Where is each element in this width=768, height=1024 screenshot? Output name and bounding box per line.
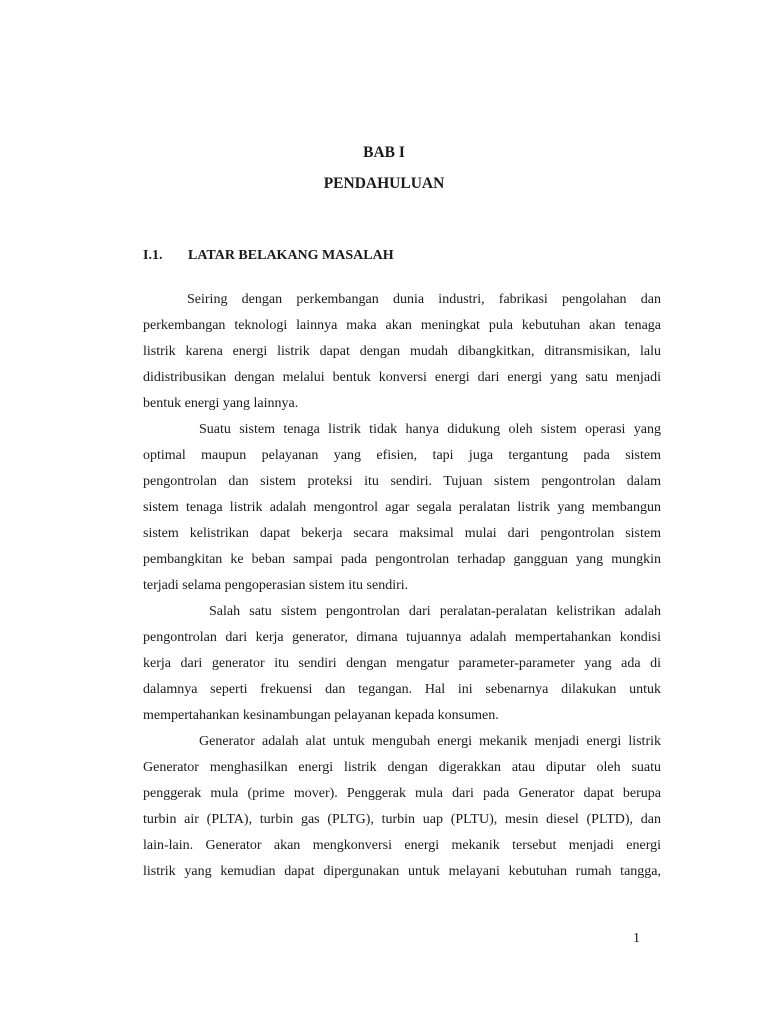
chapter-number: BAB I [363,144,405,161]
paragraph-line: sistem kelistrikan dapat bekerja secara maksimal mulai dari pengontrolan sistem [143,526,661,541]
section-heading [143,248,394,264]
paragraph-line: Seiring dengan perkembangan dunia industri, fabrikasi pengolahan dan [187,292,661,307]
paragraph-line: terjadi selama pengoperasian sistem itu sendiri. [143,578,409,593]
paragraph-line: pengontrolan dari kerja generator, dimana tujuannya adalah mempertahankan kondisi [143,630,661,645]
section-title: LATAR BELAKANG MASALAH [188,248,394,263]
paragraph-line: Suatu sistem tenaga listrik tidak hanya didukung oleh sistem operasi yang [199,422,661,437]
paragraph-line: sistem tenaga listrik adalah mengontrol agar segala peralatan listrik yang membangun [143,500,661,515]
paragraph-line: Generator menghasilkan energi listrik dengan digerakkan atau diputar oleh suatu [143,760,661,775]
paragraph-line: turbin air (PLTA), turbin gas (PLTG), turbin uap (PLTU), mesin diesel (PLTD), dan [143,812,661,827]
paragraph-line: listrik karena energi listrik dapat dengan mudah dibangkitkan, ditransmisikan, lalu [143,344,661,359]
paragraph-line: kerja dari generator itu sendiri dengan mengatur parameter-parameter yang ada di [143,656,661,671]
paragraph-line: Generator adalah alat untuk mengubah energi mekanik menjadi energi listrik [199,734,661,749]
paragraph-line: bentuk energi yang lainnya. [143,396,299,411]
paragraph-line: pengontrolan dan sistem proteksi itu sendiri. Tujuan sistem pengontrolan dalam [143,474,661,489]
paragraph-line: listrik yang kemudian dapat dipergunakan untuk melayani kebutuhan rumah tangga, [143,864,661,879]
paragraph-line: didistribusikan dengan melalui bentuk konversi energi dari energi yang satu menjadi [143,370,661,385]
paragraph-line: perkembangan teknologi lainnya maka akan meningkat pula kebutuhan akan tenaga [143,318,661,333]
chapter-title: PENDAHULUAN [323,175,445,192]
paragraph-line: mempertahankan kesinambungan pelayanan kepada konsumen. [143,708,499,723]
section-number: I.1. [143,248,163,263]
paragraph-line: Salah satu sistem pengontrolan dari peralatan-peralatan kelistrikan adalah [209,604,661,619]
paragraph-line: pembangkitan ke beban sampai pada pengontrolan terhadap gangguan yang mungkin [143,552,661,567]
paragraph-line: lain-lain. Generator akan mengkonversi energi mekanik tersebut menjadi energi [143,838,661,853]
page-number: 1 [633,931,640,946]
paragraph-line: dalamnya seperti frekuensi dan tegangan. Hal ini sebenarnya dilakukan untuk [143,682,661,697]
paragraph-line: optimal maupun pelayanan yang efisien, tapi juga tergantung pada sistem [143,448,661,463]
paragraph-line: penggerak mula (prime mover). Penggerak mula dari pada Generator dapat berupa [143,786,661,801]
